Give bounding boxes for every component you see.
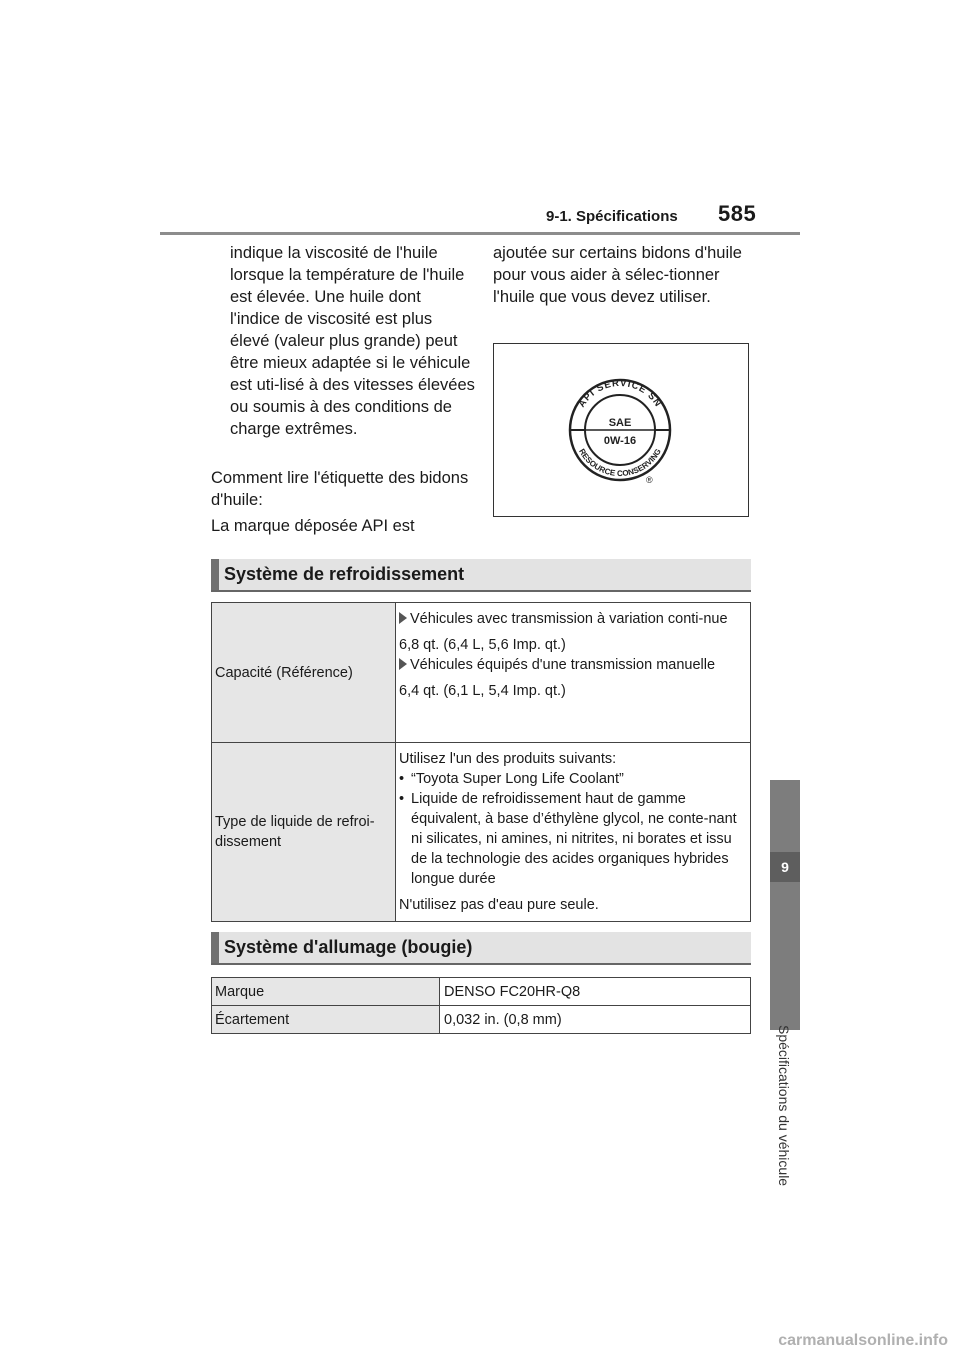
api-bottom-arc-text: RESOURCE CONSERVING: [577, 447, 663, 479]
table-row: [212, 603, 751, 743]
cooling-section-title: Système de refroidissement: [224, 564, 465, 584]
cooling-section-heading: [211, 559, 751, 592]
svg-text:API SERVICE SN: [576, 378, 663, 410]
api-symbol-figure: [493, 343, 749, 517]
viscosity-paragraph: indique la viscosité de l'huile lorsque la température de l'huile est élevée. Une huile dont l'indice de viscosité est plus élevé (valeur plus grande) peut être mieux adaptée si le véhicule est uti-lisé à des vitesses élevées ou soumis à des conditions de charge extrêmes.: [230, 244, 475, 438]
coolant-intro: Utilisez l'un des produits suivants:: [399, 751, 617, 767]
label-reading-paragraph: Comment lire l'étiquette des bidons d'huile:: [211, 469, 469, 509]
cvt-value: 6,8 qt. (6,4 L, 5,6 Imp. qt.): [399, 637, 566, 653]
brand-value: DENSO FC20HR-Q8: [440, 978, 751, 1006]
coolant-note: N'utilisez pas d'eau pure seule.: [399, 897, 599, 913]
list-item: • “Toyota Super Long Life Coolant”: [399, 771, 624, 787]
ignition-section-title: Système d'allumage (bougie): [224, 937, 473, 957]
registered-mark: ®: [646, 475, 653, 485]
table-row: [212, 1006, 751, 1034]
bullet-dot-icon: •: [399, 771, 405, 787]
chapter-title: Spécifications du véhicule: [776, 1025, 792, 1187]
ignition-section-heading: [211, 932, 751, 965]
api-paragraph-start: La marque déposée API est: [211, 517, 415, 535]
page-number: 585: [718, 201, 757, 226]
capacity-label: Capacité (Référence): [212, 603, 396, 743]
manual-label: Véhicules équipés d'une transmission manuelle: [410, 657, 716, 673]
triangle-bullet-icon: [399, 658, 407, 670]
api-paragraph-end: ajoutée sur certains bidons d'huile pour vous aider à sélec-tionner l'huile que vous devez utiliser.: [493, 244, 742, 306]
chapter-side-bar: [770, 780, 800, 1030]
api-center-grade: 0W-16: [603, 435, 637, 447]
api-center-sae: SAE: [608, 417, 632, 429]
api-top-arc-text: API SERVICE SN: [576, 377, 664, 410]
cvt-item: [399, 609, 746, 629]
coolant-type-label: Type de liquide de refroi-dissement: [212, 743, 396, 922]
api-service-symbol-icon: [494, 344, 747, 515]
cooling-spec-table: [211, 602, 751, 922]
bullet-dot-icon: •: [399, 791, 405, 807]
manual-item: [399, 655, 746, 675]
brand-label: Marque: [212, 978, 440, 1006]
capacity-values: [396, 603, 751, 743]
section-title: 9-1. Spécifications: [546, 208, 678, 225]
gap-label: Écartement: [212, 1006, 440, 1034]
header-rule: [160, 232, 800, 235]
heading-accent-bar: [211, 932, 219, 963]
svg-text:RESOURCE CONSERVING: [577, 447, 663, 478]
table-row: [212, 743, 751, 922]
manual-value: 6,4 qt. (6,1 L, 5,4 Imp. qt.): [399, 683, 566, 699]
cvt-label: Véhicules avec transmission à variation conti-nue: [410, 611, 728, 627]
chapter-number: 9: [770, 852, 800, 882]
ignition-spec-table: [211, 977, 751, 1034]
coolant-type-values: [396, 743, 751, 922]
watermark-text: carmanualsonline.info: [778, 1332, 948, 1349]
table-row: [212, 978, 751, 1006]
triangle-bullet-icon: [399, 612, 407, 624]
heading-accent-bar: [211, 559, 219, 590]
gap-value: 0,032 in. (0,8 mm): [440, 1006, 751, 1034]
list-item: • Liquide de refroidissement haut de gamme équivalent, à base d’éthylène glycol, ne conte-nant ni silicates, ni amines, ni nitrites, ni borates et issu de la technologie des acides organiques hybrides longue durée: [399, 791, 737, 887]
